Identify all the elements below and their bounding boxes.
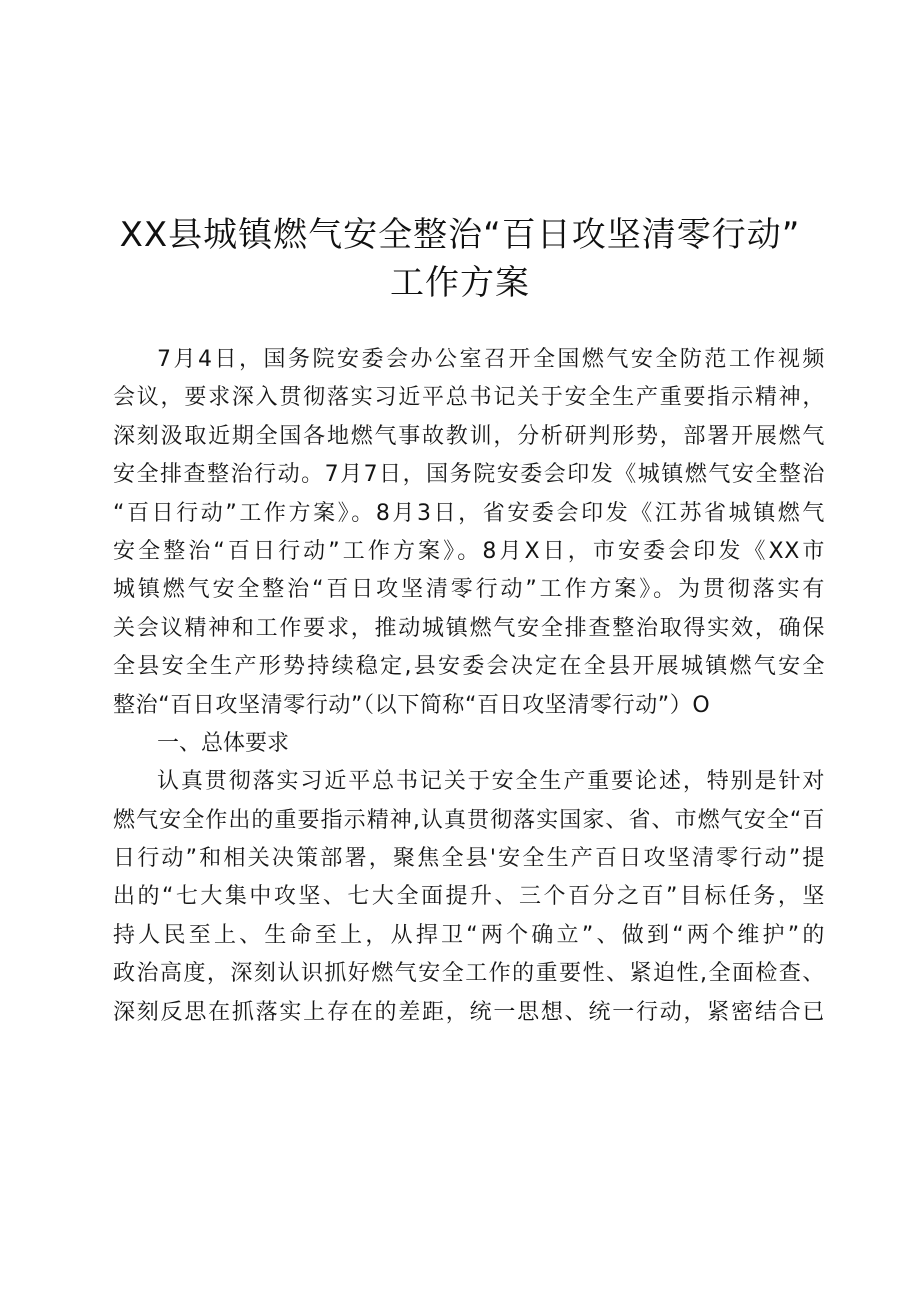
paragraph-line: 日行动”和相关决策部署，聚焦全县'安全生产百日攻坚清零行动”提 — [113, 846, 825, 872]
paragraph-line: 全县安全生产形势持续稳定,县安委会决定在全县开展城镇燃气安全 — [113, 654, 825, 680]
paragraph-line: 认真贯彻落实习近平总书记关于安全生产重要论述，特别是针对 — [157, 769, 825, 795]
paragraph-line: 深刻汲取近期全国各地燃气事故教训，分析研判形势，部署开展燃气 — [113, 423, 825, 449]
paragraph-line: 燃气安全作出的重要指示精神,认真贯彻落实国家、省、市燃气安全“百 — [113, 807, 825, 833]
paragraph-line: 城镇燃气安全整治“百日攻坚清零行动”工作方案》。为贯彻落实有 — [113, 577, 825, 603]
paragraph-line: “百日行动”工作方案》。8月3日，省安委会印发《江苏省城镇燃气 — [113, 500, 825, 526]
paragraph-line: 整治“百日攻坚清零行动”（以下简称“百日攻坚清零行动”）O — [113, 692, 711, 718]
paragraph-line: 政治高度，深刻认识抓好燃气安全工作的重要性、紧迫性,全面检查、 — [113, 961, 825, 987]
document-title-line-2: 工作方案 — [390, 263, 530, 303]
paragraph-line: 会议，要求深入贯彻落实习近平总书记关于安全生产重要指示精神， — [113, 385, 825, 411]
paragraph-line: 出的“七大集中攻坚、七大全面提升、三个百分之百”目标任务，坚 — [113, 884, 825, 910]
paragraph-line: 7月4日，国务院安委会办公室召开全国燃气安全防范工作视频 — [157, 347, 825, 372]
paragraph-line: 安全整治“百日行动”工作方案》。8月X日，市安委会印发《XX市 — [113, 538, 825, 564]
paragraph-line: 持人民至上、生命至上，从捍卫“两个确立”、做到“两个维护”的 — [113, 922, 825, 948]
paragraph-line: 安全排查整治行动。7月7日，国务院安委会印发《城镇燃气安全整治 — [113, 462, 825, 488]
document-title-line-1: XX县城镇燃气安全整治“百日攻坚清零行动” — [119, 215, 801, 255]
document-body — [113, 341, 825, 1032]
paragraph-line: 关会议精神和工作要求，推动城镇燃气安全排查整治取得实效，确保 — [113, 615, 825, 641]
paragraph-line: 深刻反思在抓落实上存在的差距，统一思想、统一行动，紧密结合已 — [113, 999, 825, 1025]
section-heading: 一、总体要求 — [157, 730, 290, 756]
